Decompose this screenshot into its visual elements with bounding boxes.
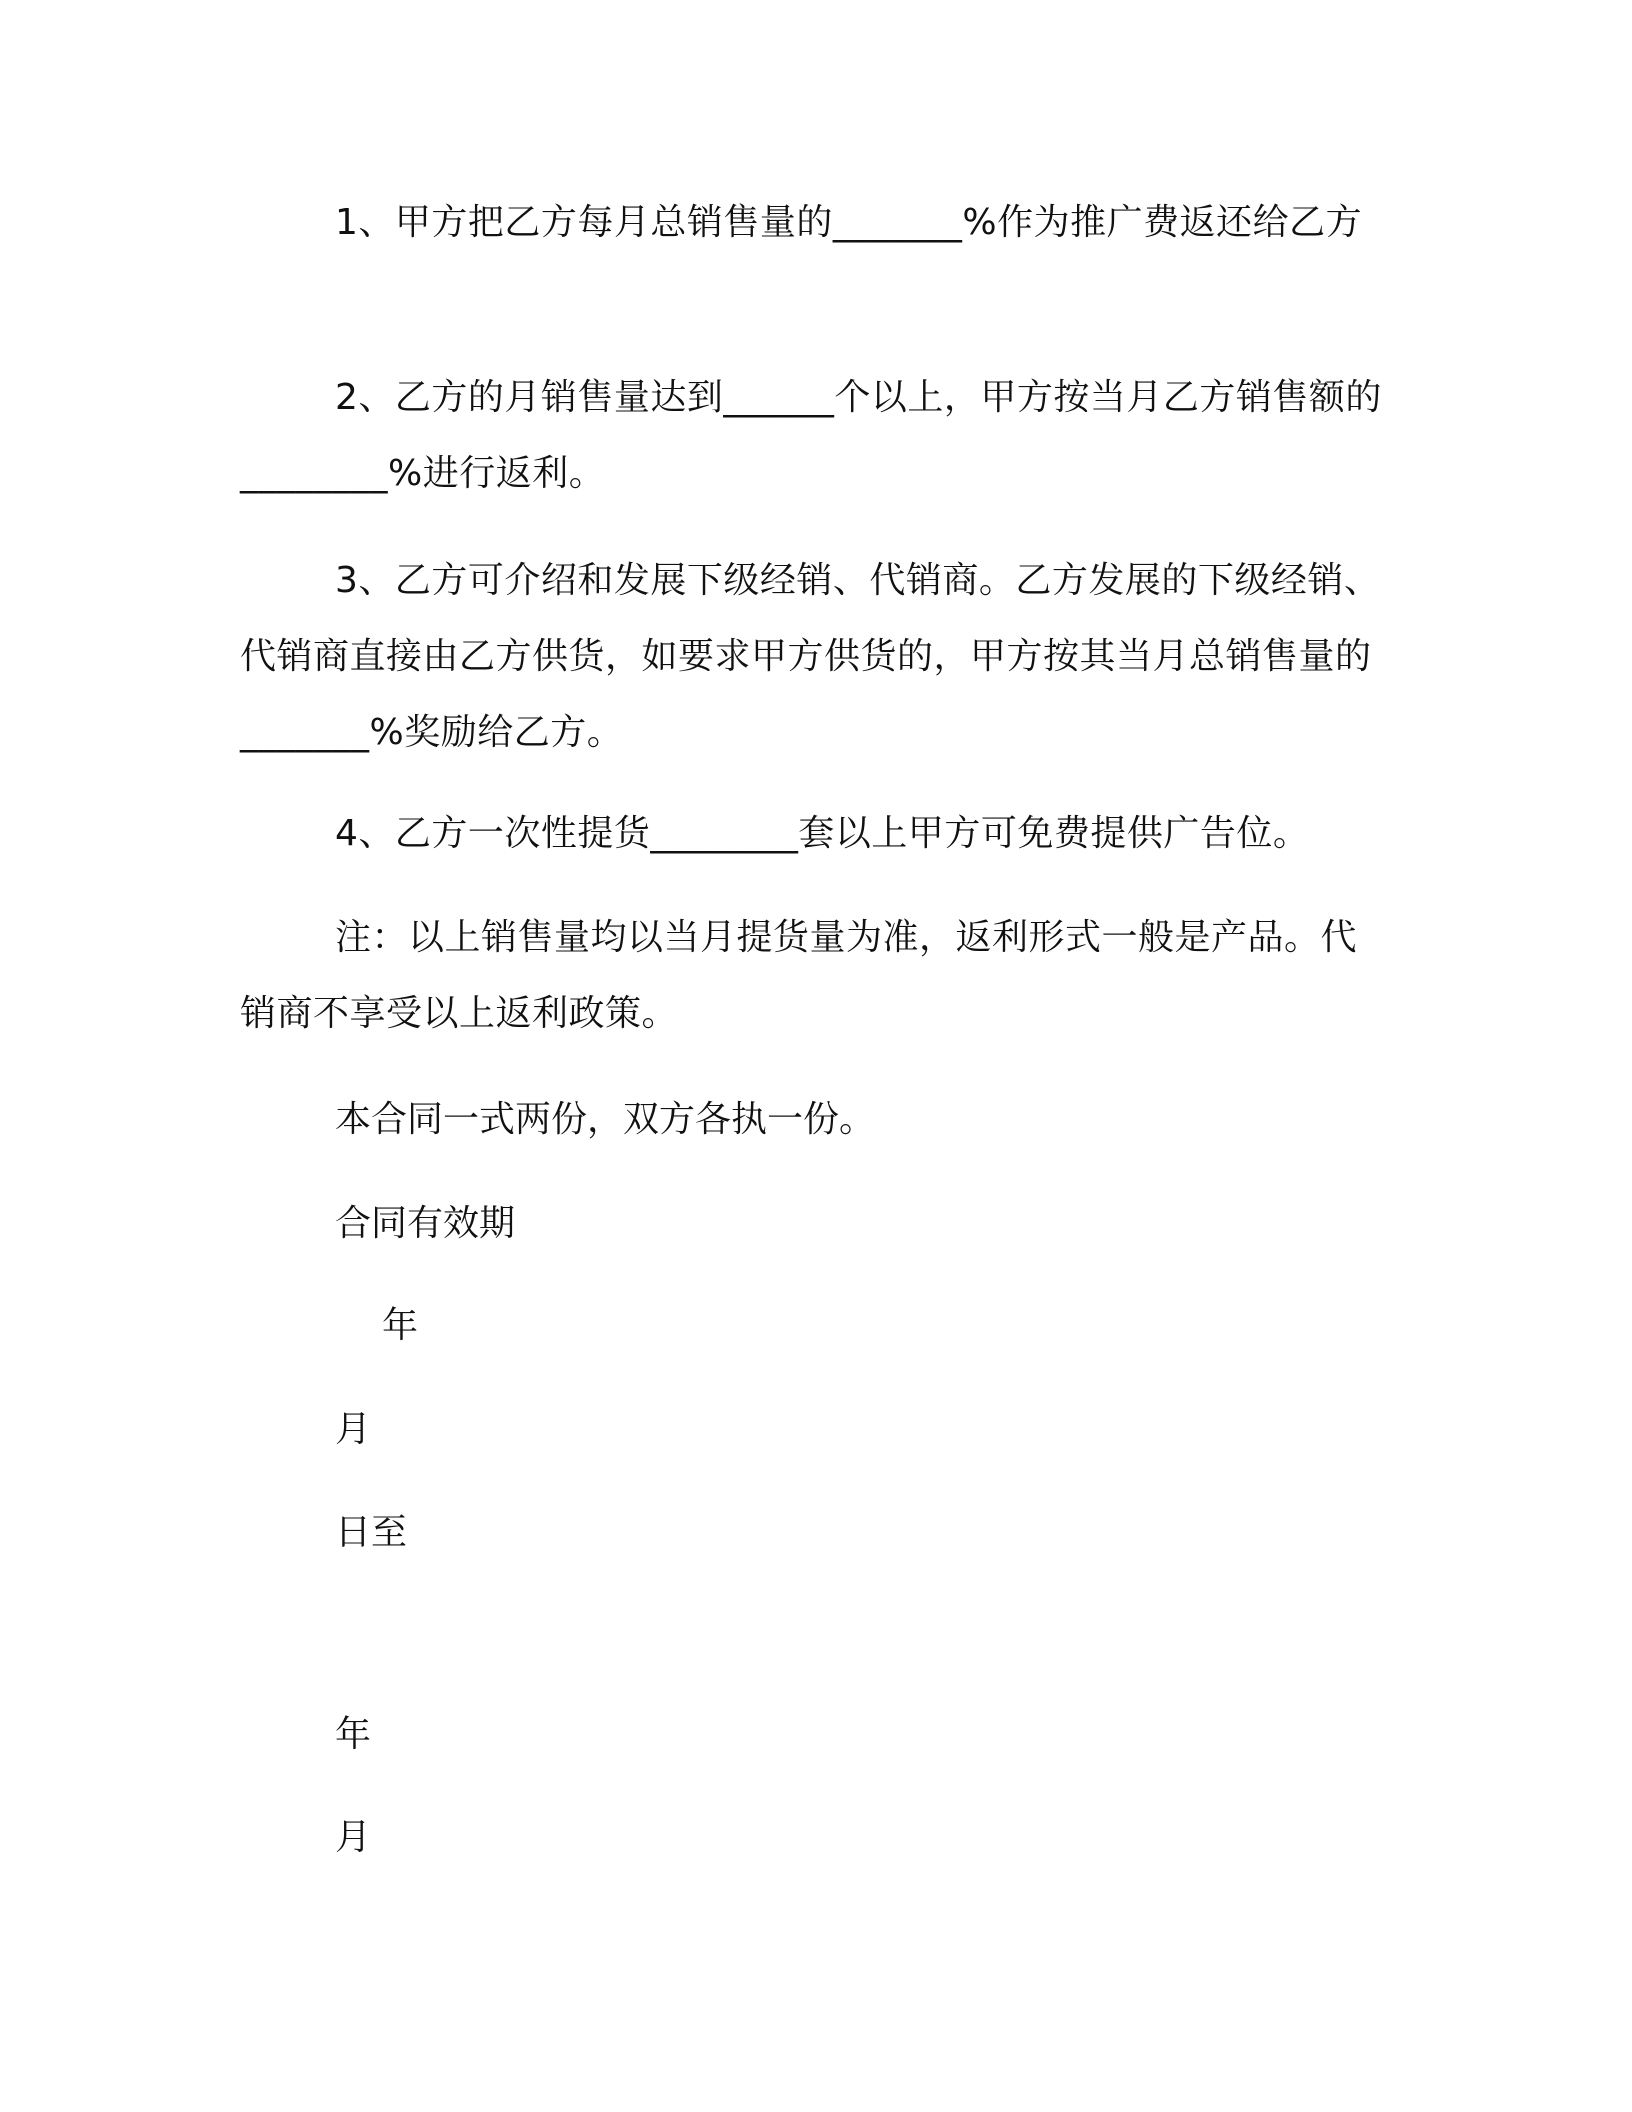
clause-2: 2、乙方的月销售量达到______个以上，甲方按当月乙方销售额的________%进行返利。 [240, 377, 1382, 494]
end-year: 年 [335, 1714, 372, 1755]
end-month: 月 [335, 1817, 372, 1858]
start-month: 月 [335, 1409, 372, 1450]
start-year: 年 [382, 1305, 419, 1346]
start-day-to: 日至 [335, 1512, 408, 1553]
clause-1: 1、甲方把乙方每月总销售量的_______%作为推广费返还给乙方 [335, 202, 1363, 243]
note-paragraph: 注：以上销售量均以当月提货量为准，返利形式一般是产品。代销商不享受以上返利政策。 [240, 917, 1358, 1034]
clause-4: 4、乙方一次性提货________套以上甲方可免费提供广告位。 [335, 813, 1310, 854]
copies-line: 本合同一式两份，双方各执一份。 [335, 1099, 876, 1140]
clause-3: 3、乙方可介绍和发展下级经销、代销商。乙方发展的下级经销、代销商直接由乙方供货，如要求甲方供货的，甲方按其当月总销售量的_______%奖励给乙方。 [240, 560, 1381, 753]
validity-label: 合同有效期 [335, 1203, 516, 1244]
